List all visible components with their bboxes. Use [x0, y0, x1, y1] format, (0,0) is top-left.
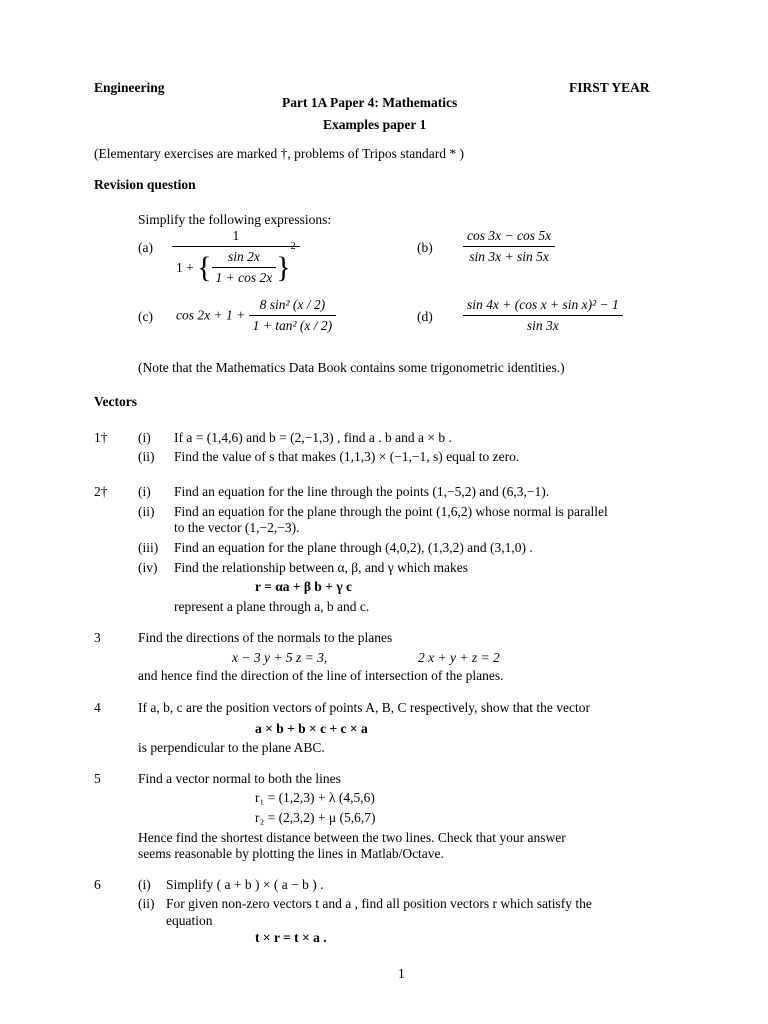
revision-instruction: Simplify the following expressions:	[138, 212, 332, 227]
expr-a-exponent: 2	[290, 241, 296, 252]
q1-ii-text: Find the value of s that makes (1,1,3) × (−1,−1, s) equal to zero.	[174, 449, 520, 464]
q2-iv-tail: represent a plane through a, b and c.	[174, 599, 370, 614]
expr-b-num: cos 3x − cos 5x	[467, 228, 552, 243]
q6-number: 6	[94, 877, 101, 892]
q2-ii-text-1: Find an equation for the plane through the point (1,6,2) whose normal is parallel	[174, 504, 608, 519]
q2-iv-equation: r = αa + β b + γ c	[255, 579, 353, 594]
label-a: (a)	[138, 240, 153, 255]
page-title: Part 1A Paper 4: Mathematics	[282, 95, 458, 110]
q1-i-text: If a = (1,4,6) and b = (2,−1,3) , find a . b and a × b .	[174, 430, 452, 445]
q5-number: 5	[94, 771, 101, 786]
vectors-heading: Vectors	[94, 394, 137, 409]
q6-ii-text-2: equation	[166, 913, 213, 928]
expr-a-inner-den: 1 + cos 2x	[212, 267, 277, 286]
header-left: Engineering	[94, 80, 165, 95]
q2-i-text: Find an equation for the line through the points (1,−5,2) and (6,3,−1).	[174, 484, 550, 499]
q2-i-label: (i)	[138, 484, 151, 499]
expr-d-den: sin 3x	[463, 315, 623, 334]
intro-note: (Elementary exercises are marked †, problems of Tripos standard * )	[94, 146, 465, 161]
q6-ii-text-1: For given non-zero vectors t and a , find all position vectors r which satisfy the	[166, 896, 592, 911]
q2-ii-text-2: to the vector (1,−2,−3).	[174, 520, 300, 535]
expr-c-den: 1 + tan² (x / 2)	[249, 315, 337, 334]
label-d: (d)	[417, 309, 433, 324]
label-b: (b)	[417, 240, 433, 255]
q6-ii-equation: t × r = t × a .	[255, 930, 327, 945]
q4-text: If a, b, c are the position vectors of points A, B, C respectively, show that the vector	[138, 700, 591, 715]
q4-tail: is perpendicular to the plane ABC.	[138, 740, 325, 755]
q6-i-label: (i)	[138, 877, 151, 892]
q2-ii-label: (ii)	[138, 504, 155, 519]
q2-iv-text: Find the relationship between α, β, and γ which makes	[174, 560, 468, 575]
expr-a-numerator: 1	[232, 228, 240, 243]
q4-number: 4	[94, 700, 101, 715]
q5-text: Find a vector normal to both the lines	[138, 771, 341, 786]
revision-heading: Revision question	[94, 177, 196, 192]
q5-equation-1: r₁ = (1,2,3) + λ (4,5,6)	[255, 790, 375, 805]
expr-d-num: sin 4x + (cos x + sin x)² − 1	[467, 297, 619, 312]
q5-equation-2: r₂ = (2,3,2) + μ (5,6,7)	[255, 810, 376, 825]
q2-iv-label: (iv)	[138, 560, 158, 575]
q1-ii-label: (ii)	[138, 449, 155, 464]
q3-equation-1: x − 3 y + 5 z = 3,	[232, 650, 328, 665]
expr-c-num: 8 sin² (x / 2)	[259, 297, 326, 312]
expr-a: 1 1 + { $\frac{\sin 2x}{1 + \cos 2x}$ }$^2$	[172, 228, 300, 286]
q3-equation-2: 2 x + y + z = 2	[418, 650, 500, 665]
page-subtitle: Examples paper 1	[323, 117, 427, 132]
q5-tail-1: Hence find the shortest distance between the two lines. Check that your answer	[138, 830, 566, 845]
q3-number: 3	[94, 630, 101, 645]
expr-c	[176, 297, 336, 334]
expr-b-den: sin 3x + sin 5x	[463, 246, 555, 265]
page-number: 1	[398, 966, 405, 981]
q6-i-text: Simplify ( a + b ) × ( a − b ) .	[166, 877, 324, 892]
q2-iii-label: (iii)	[138, 540, 159, 555]
expr-a-den-prefix: 1 +	[176, 259, 194, 275]
q2-number: 2†	[94, 484, 108, 499]
header-right: FIRST YEAR	[569, 80, 650, 95]
q6-ii-label: (ii)	[138, 896, 155, 911]
expr-a-inner-num: sin 2x	[227, 249, 260, 265]
q5-tail-2: seems reasonable by plotting the lines in Matlab/Octave.	[138, 846, 444, 861]
revision-note: (Note that the Mathematics Data Book contains some trigonometric identities.)	[138, 360, 565, 375]
q1-number: 1†	[94, 430, 108, 445]
q2-iii-text: Find an equation for the plane through (4,0,2), (1,3,2) and (3,1,0) .	[174, 540, 533, 555]
label-c: (c)	[138, 309, 153, 324]
q3-text: Find the directions of the normals to the planes	[138, 630, 393, 645]
expr-b	[463, 228, 555, 265]
expr-d	[463, 297, 623, 334]
expr-c-prefix: cos 2x + 1 +	[176, 307, 246, 323]
q1-i-label: (i)	[138, 430, 151, 445]
q3-tail: and hence find the direction of the line of intersection of the planes.	[138, 668, 504, 683]
q4-equation: a × b + b × c + c × a	[255, 721, 368, 736]
